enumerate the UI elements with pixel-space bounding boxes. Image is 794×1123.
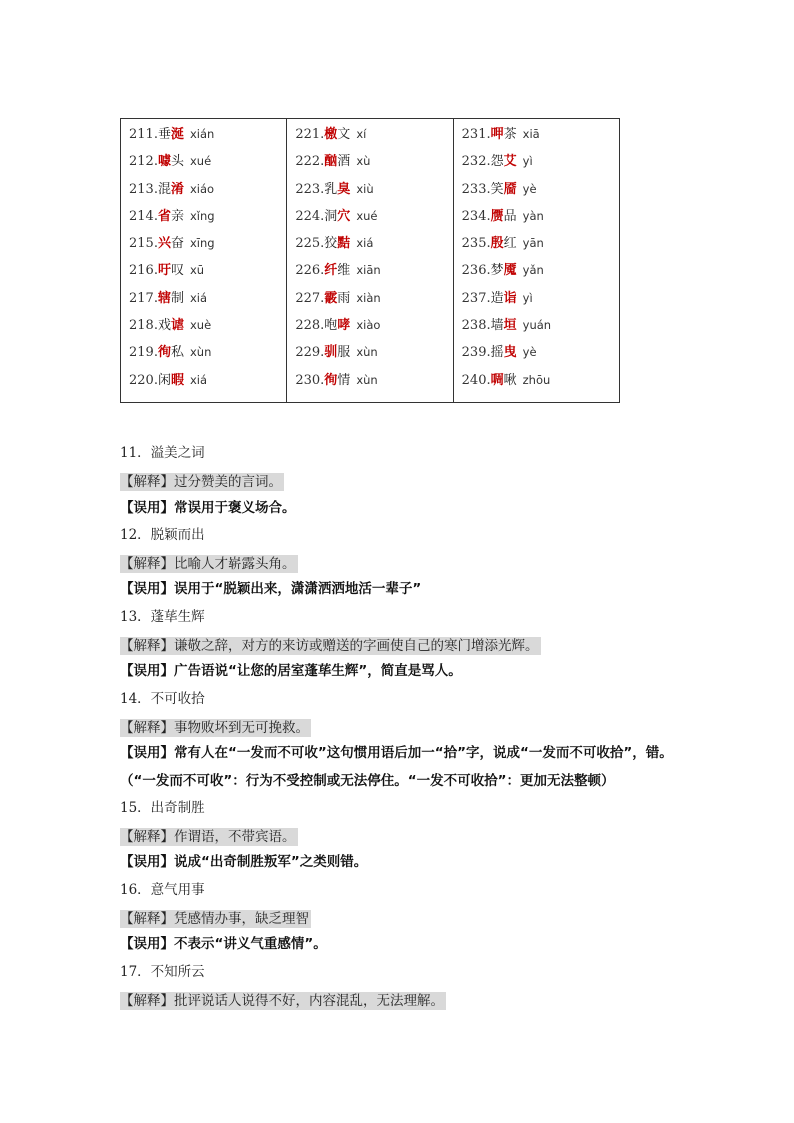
entry-number: 228.: [295, 318, 325, 334]
entry-char-highlight: 涎: [170, 127, 184, 142]
entry-char-highlight: 诣: [503, 290, 517, 306]
entry-char-post: 头: [170, 154, 184, 170]
entry-pinyin: xí: [356, 127, 367, 141]
entry-number: 214.: [129, 208, 158, 224]
entry-char-highlight: 淆: [170, 181, 184, 197]
idiom-item: [120, 604, 700, 686]
entry-char-post: 情: [337, 372, 351, 388]
idiom-item: [120, 440, 700, 522]
table-entry: [454, 148, 619, 175]
entry-number: 226.: [295, 263, 325, 279]
entry-pinyin: xiáo: [189, 181, 215, 196]
entry-number: 215.: [129, 236, 158, 252]
entry-number: 222.: [295, 154, 325, 170]
entry-char-highlight: 黠: [337, 236, 351, 252]
entry-char-post: 亲: [170, 208, 184, 224]
table-entry: [287, 203, 452, 230]
entry-char-highlight: 啁: [490, 372, 504, 388]
table-entry: [454, 230, 619, 257]
entry-pinyin: yè: [522, 345, 537, 360]
idiom-explanation: [120, 713, 700, 740]
entry-number: 212.: [129, 154, 158, 170]
entry-number: 220.: [129, 372, 158, 388]
entry-char-highlight: 省: [157, 208, 171, 224]
idiom-explanation: [120, 549, 700, 576]
entry-pinyin: xuè: [189, 318, 212, 333]
explanation-text: 【解释】作谓语，不带宾语。: [120, 829, 296, 846]
entry-number: 216.: [129, 263, 158, 279]
entry-number: 224.: [295, 208, 325, 224]
idiom-item: [120, 959, 700, 1014]
idiom-misuse: 【误用】说成“出奇制胜叛军”之类则错。: [120, 854, 368, 871]
entry-pinyin: yè: [522, 181, 537, 196]
table-entry: [287, 312, 452, 339]
entry-char-post: 茶: [503, 127, 517, 142]
idiom-item: [120, 795, 700, 877]
table-entry: [287, 148, 452, 175]
entry-number: 231.: [461, 127, 491, 142]
entry-char-highlight: 檄: [324, 127, 338, 142]
table-entry: [121, 285, 286, 312]
entry-number: 217.: [129, 290, 158, 306]
table-entry: [121, 257, 286, 284]
table-entry: [454, 121, 619, 148]
idiom-title: 14．不可收拾: [120, 690, 205, 707]
entry-char-highlight: 辖: [157, 290, 171, 306]
table-entry: [121, 312, 286, 339]
entry-char-highlight: 徇: [324, 372, 338, 388]
entry-pinyin: xùn: [356, 345, 378, 360]
entry-char-post: 品: [503, 208, 517, 224]
entry-char-highlight: 霰: [324, 290, 338, 306]
entry-char-highlight: 靥: [503, 181, 517, 197]
explanation-text: 【解释】谦敬之辞，对方的来访或赠送的字画使自己的寒门增添光辉。: [120, 638, 539, 655]
entry-number: 240.: [461, 372, 491, 388]
table-entry: [454, 312, 619, 339]
idiom-item: [120, 522, 700, 604]
entry-pinyin: xiá: [189, 372, 208, 387]
entry-char-highlight: 驯: [324, 345, 338, 361]
table-entry: [121, 339, 286, 366]
idiom-misuse: 【误用】常误用于褒义场合。: [120, 499, 296, 516]
idiom-title: 12．脱颖而出: [120, 526, 205, 543]
entry-number: 230.: [295, 372, 325, 388]
entry-char-highlight: 徇: [157, 345, 171, 361]
entry-pinyin: zhōu: [522, 372, 551, 387]
entry-number: 237.: [461, 290, 491, 306]
entry-char-highlight: 殷: [490, 236, 504, 252]
table-entry: [287, 257, 452, 284]
entry-char-pre: 摇: [490, 345, 504, 361]
table-entry: [287, 176, 452, 203]
idiom-explanation: [120, 631, 700, 658]
entry-pinyin: yuán: [522, 318, 552, 333]
table-entry: [287, 367, 452, 394]
idiom-explanation: [120, 822, 700, 849]
entry-char-pre: 造: [490, 290, 504, 306]
entry-number: 235.: [461, 236, 491, 252]
entry-char-highlight: 谑: [170, 318, 184, 334]
explanation-text: 【解释】凭感情办事，缺乏理智: [120, 911, 309, 928]
entry-char-post: 私: [170, 345, 184, 361]
table-entry: [121, 230, 286, 257]
entry-char-highlight: 暇: [170, 372, 184, 388]
entry-pinyin: xū: [189, 263, 205, 278]
entry-pinyin: yì: [522, 154, 533, 169]
idiom-explanation: [120, 904, 700, 931]
entry-number: 234.: [461, 208, 491, 224]
entry-char-post: 雨: [337, 290, 351, 306]
entry-char-highlight: 臭: [337, 181, 351, 197]
idiom-title: 11．溢美之词: [120, 445, 205, 461]
table-column-1: [121, 119, 287, 403]
table-entry: [454, 339, 619, 366]
entry-char-post: 维: [337, 263, 351, 279]
idiom-explanation: [120, 986, 700, 1013]
entry-number: 218.: [129, 318, 158, 334]
entry-number: 223.: [295, 181, 325, 197]
table-entry: [121, 367, 286, 394]
entry-char-post: 叹: [170, 263, 184, 279]
entry-number: 221.: [295, 127, 325, 142]
entry-pinyin: xù: [356, 154, 371, 169]
pinyin-table: [120, 118, 620, 403]
table-entry: [121, 121, 286, 148]
entry-char-highlight: 酗: [324, 154, 338, 170]
entry-pinyin: xué: [189, 154, 212, 169]
idiom-item: [120, 877, 700, 959]
entry-pinyin: xián: [189, 127, 215, 141]
table-entry: [121, 148, 286, 175]
entry-number: 227.: [295, 290, 325, 306]
explanation-text: 【解释】比喻人才崭露头角。: [120, 556, 296, 573]
entry-char-pre: 咆: [324, 318, 338, 334]
table-column-3: [453, 119, 619, 403]
entry-number: 236.: [461, 263, 491, 279]
idiom-notes: [120, 440, 700, 1013]
idiom-misuse: 【误用】不表示“讲义气重感情”。: [120, 936, 327, 953]
entry-pinyin: xiàn: [356, 290, 381, 305]
entry-char-highlight: 纤: [324, 263, 338, 279]
entry-char-post: 制: [170, 290, 184, 306]
table-entry: [287, 339, 452, 366]
idiom-misuse: 【误用】常有人在“一发而不可收”这句惯用语后加一“拾”字，说成“一发而不可收拾”，错。（“一发而不可收”：行为不受控制或无法停住。“一发不可收拾”：更加无法整顿）: [120, 745, 673, 789]
entry-pinyin: yān: [522, 236, 544, 251]
entry-char-post: 酒: [337, 154, 351, 170]
entry-char-pre: 闲: [157, 372, 171, 388]
entry-pinyin: xiào: [356, 318, 381, 333]
entry-number: 219.: [129, 345, 158, 361]
entry-char-pre: 戏: [157, 318, 171, 334]
entry-pinyin: yì: [522, 290, 533, 305]
entry-char-highlight: 噱: [157, 154, 171, 170]
entry-char-highlight: 艾: [503, 154, 517, 170]
entry-pinyin: xǐng: [189, 208, 215, 223]
entry-pinyin: xùn: [356, 372, 378, 387]
entry-char-highlight: 吁: [157, 263, 171, 279]
idiom-title: 15．出奇制胜: [120, 799, 205, 816]
entry-char-post: 啾: [503, 372, 517, 388]
entry-char-pre: 墙: [490, 318, 504, 334]
entry-char-pre: 笑: [490, 181, 504, 197]
entry-pinyin: xīng: [189, 236, 215, 251]
entry-char-post: 服: [337, 345, 351, 361]
table-entry: [454, 257, 619, 284]
table-entry: [287, 285, 452, 312]
table-entry: [287, 230, 452, 257]
entry-char-pre: 洞: [324, 208, 338, 224]
entry-pinyin: xiān: [356, 263, 381, 278]
entry-char-highlight: 哮: [337, 318, 351, 334]
entry-char-pre: 垂: [157, 127, 171, 142]
explanation-text: 【解释】批评说话人说得不好，内容混乱，无法理解。: [120, 992, 444, 1009]
entry-number: 232.: [461, 154, 491, 170]
entry-char-highlight: 曳: [503, 345, 517, 361]
table-entry: [121, 203, 286, 230]
table-column-2: [287, 119, 453, 403]
entry-number: 211.: [129, 127, 158, 142]
entry-number: 239.: [461, 345, 491, 361]
idiom-title: 16．意气用事: [120, 881, 205, 898]
entry-pinyin: xué: [356, 208, 378, 223]
entry-char-pre: 乳: [324, 181, 338, 197]
entry-char-highlight: 垣: [503, 318, 517, 334]
entry-char-highlight: 赝: [490, 208, 504, 224]
entry-pinyin: xiá: [189, 290, 208, 305]
entry-number: 225.: [295, 236, 325, 252]
entry-char-pre: 狡: [324, 236, 338, 252]
idiom-misuse: 【误用】误用于“脱颖出来，潇潇洒洒地活一辈子”: [120, 581, 422, 598]
table-entry: [454, 367, 619, 394]
idiom-item: [120, 686, 700, 795]
table-entry: [121, 176, 286, 203]
explanation-text: 【解释】事物败坏到无可挽救。: [120, 719, 309, 736]
entry-pinyin: xiā: [522, 127, 540, 141]
entry-number: 238.: [461, 318, 491, 334]
entry-number: 213.: [129, 181, 158, 197]
entry-char-pre: 梦: [490, 263, 504, 279]
idiom-misuse: 【误用】广告语说“让您的居室蓬荜生辉”，简直是骂人。: [120, 663, 462, 680]
entry-char-highlight: 魇: [503, 263, 517, 279]
entry-char-pre: 混: [157, 181, 171, 197]
entry-char-highlight: 兴: [157, 236, 171, 252]
entry-number: 233.: [461, 181, 491, 197]
entry-char-highlight: 呷: [490, 127, 504, 142]
entry-char-post: 红: [503, 236, 517, 252]
entry-pinyin: xiù: [356, 181, 374, 196]
entry-char-pre: 怨: [490, 154, 504, 170]
entry-pinyin: yǎn: [522, 263, 544, 278]
idiom-title: 13．蓬荜生辉: [120, 608, 205, 625]
entry-number: 229.: [295, 345, 325, 361]
entry-char-post: 文: [337, 127, 351, 142]
idiom-explanation: [120, 467, 700, 494]
table-entry: [454, 176, 619, 203]
idiom-title: 17．不知所云: [120, 963, 205, 980]
entry-char-highlight: 穴: [337, 208, 351, 224]
table-entry: [454, 203, 619, 230]
table-entry: [454, 285, 619, 312]
table-entry: [287, 121, 452, 148]
entry-pinyin: xùn: [189, 345, 212, 360]
entry-pinyin: yàn: [522, 208, 544, 223]
entry-pinyin: xiá: [356, 236, 374, 251]
explanation-text: 【解释】过分赞美的言词。: [120, 474, 282, 491]
entry-char-post: 奋: [170, 236, 184, 252]
